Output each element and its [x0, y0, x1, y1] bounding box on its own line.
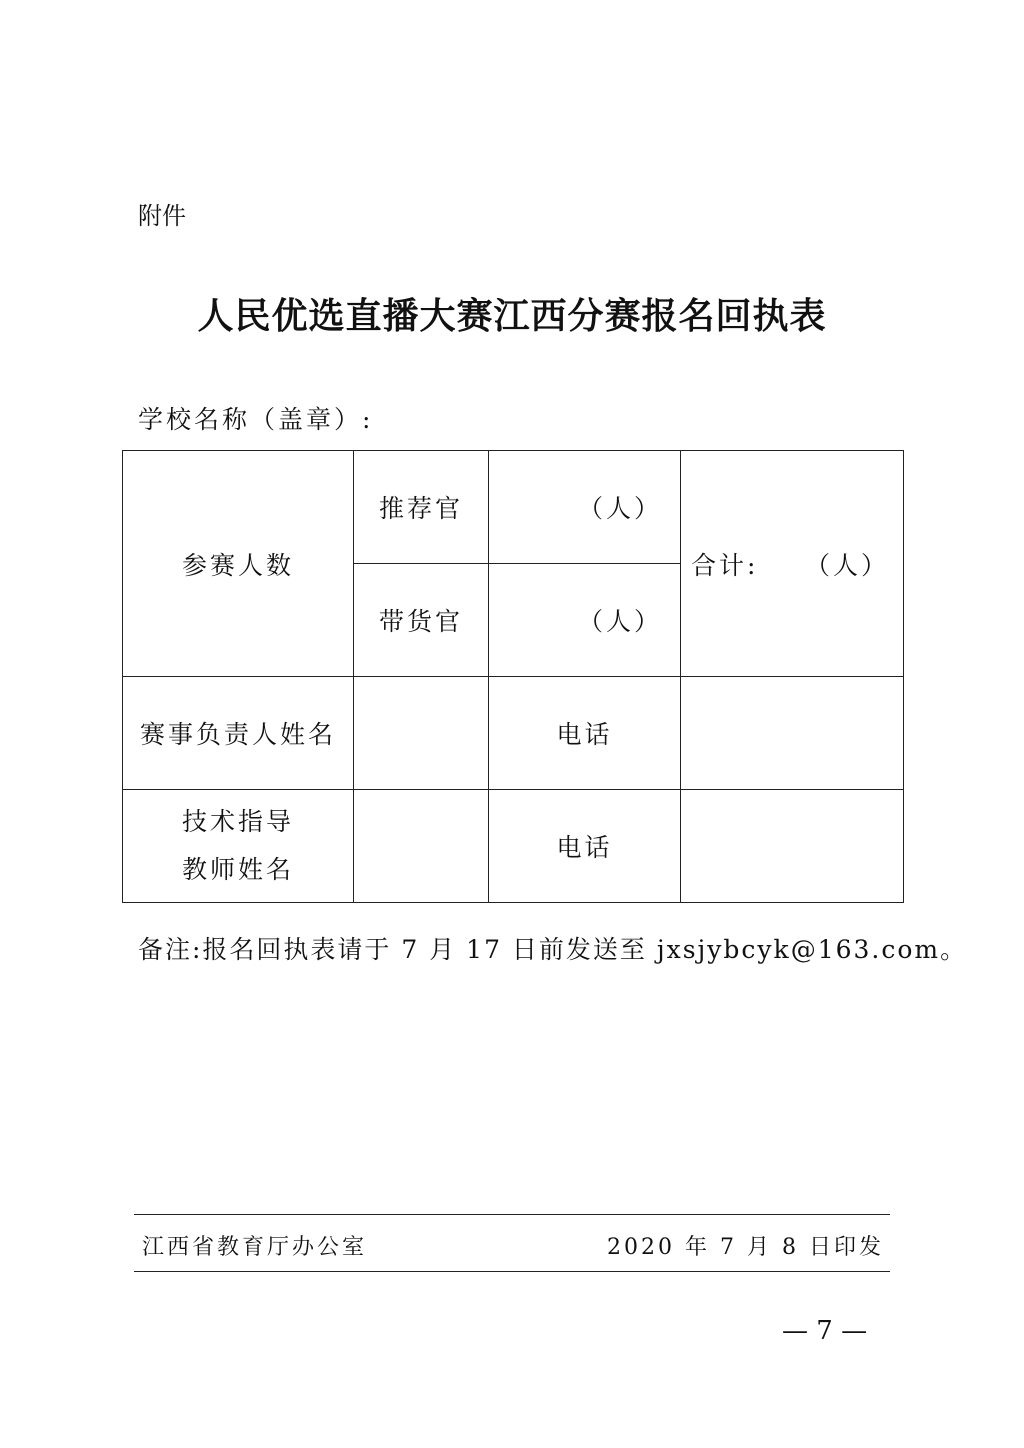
tech-teacher-phone-field[interactable]: [681, 790, 904, 903]
seller-label-cell: [354, 564, 489, 677]
recommender-label-cell: [354, 451, 489, 564]
tech-teacher-name-field[interactable]: [354, 790, 489, 903]
seller-count-cell[interactable]: [489, 564, 681, 677]
tech-teacher-label-line2: 教师姓名: [181, 855, 294, 884]
registration-form-table: [122, 450, 904, 903]
page-number: — 7 —: [782, 1316, 868, 1346]
page-title: 人民优选直播大赛江西分赛报名回执表: [197, 295, 827, 337]
tech-teacher-label-cell: [123, 790, 354, 903]
recommender-unit: （人）: [577, 494, 662, 523]
participants-label-cell: [123, 451, 354, 677]
total-cell[interactable]: [681, 451, 904, 677]
seller-label: 带货官: [378, 607, 463, 636]
total-label: 合计:: [691, 550, 759, 580]
footer-top-rule: [134, 1214, 890, 1215]
tech-teacher-phone-label: 电话: [556, 833, 613, 862]
participants-label: 参赛人数: [181, 550, 294, 580]
manager-label-cell: [123, 677, 354, 790]
manager-phone-label: 电话: [556, 720, 613, 749]
manager-label: 赛事负责人姓名: [139, 720, 336, 749]
school-name-label: 学校名称（盖章）:: [138, 405, 374, 434]
recommender-label: 推荐官: [378, 494, 463, 523]
recommender-count-cell[interactable]: [489, 451, 681, 564]
total-unit: （人）: [804, 550, 889, 580]
seller-unit: （人）: [577, 607, 662, 636]
attachment-label: 附件: [138, 202, 186, 230]
note-text: 备注:报名回执表请于 7 月 17 日前发送至 jxsjybcyk@163.com。: [138, 935, 968, 964]
manager-phone-label-cell: [489, 677, 681, 790]
tech-teacher-phone-label-cell: [489, 790, 681, 903]
footer-bottom-rule: [134, 1271, 890, 1272]
manager-name-field[interactable]: [354, 677, 489, 790]
manager-phone-field[interactable]: [681, 677, 904, 790]
print-date: 2020 年 7 月 8 日印发: [607, 1235, 884, 1260]
tech-teacher-label-line1: 技术指导: [181, 807, 294, 836]
issuing-office: 江西省教育厅办公室: [142, 1235, 368, 1260]
